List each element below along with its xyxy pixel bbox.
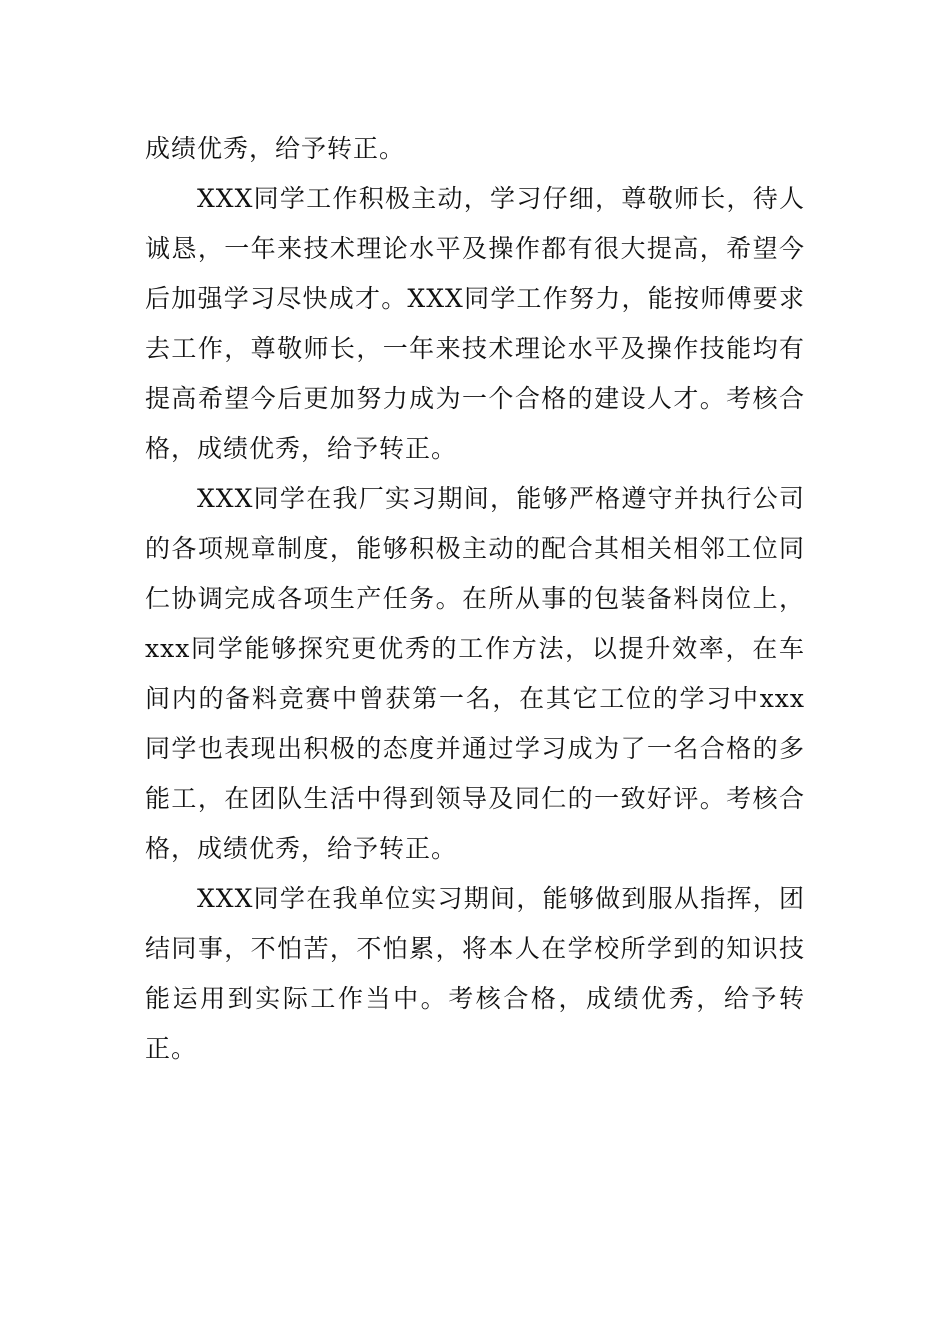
- paragraph-1: XXX同学工作积极主动，学习仔细，尊敬师长，待人诚恳，一年来技术理论水平及操作都有很大提高，希望今后加强学习尽快成才。XXX同学工作努力，能按师傅要求去工作，尊敬师长，一年来技术理论水平及操作技能均有提高希望今后更加努力成为一个合格的建设人才。考核合格，成绩优秀，给予转正。: [145, 184, 805, 463]
- document-body: [145, 124, 805, 1074]
- paragraph-continuation: 成绩优秀，给予转正。: [145, 134, 406, 163]
- paragraph-2: XXX同学在我厂实习期间，能够严格遵守并执行公司的各项规章制度，能够积极主动的配合其相关相邻工位同仁协调完成各项生产任务。在所从事的包装备料岗位上，xxx同学能够探究更优秀的工作方法，以提升效率，在车间内的备料竞赛中曾获第一名，在其它工位的学习中xxx同学也表现出积极的态度并通过学习成为了一名合格的多能工，在团队生活中得到领导及同仁的一致好评。考核合格，成绩优秀，给予转正。: [145, 484, 805, 863]
- paragraph-3: XXX同学在我单位实习期间，能够做到服从指挥，团结同事，不怕苦，不怕累，将本人在学校所学到的知识技能运用到实际工作当中。考核合格，成绩优秀，给予转正。: [145, 884, 805, 1063]
